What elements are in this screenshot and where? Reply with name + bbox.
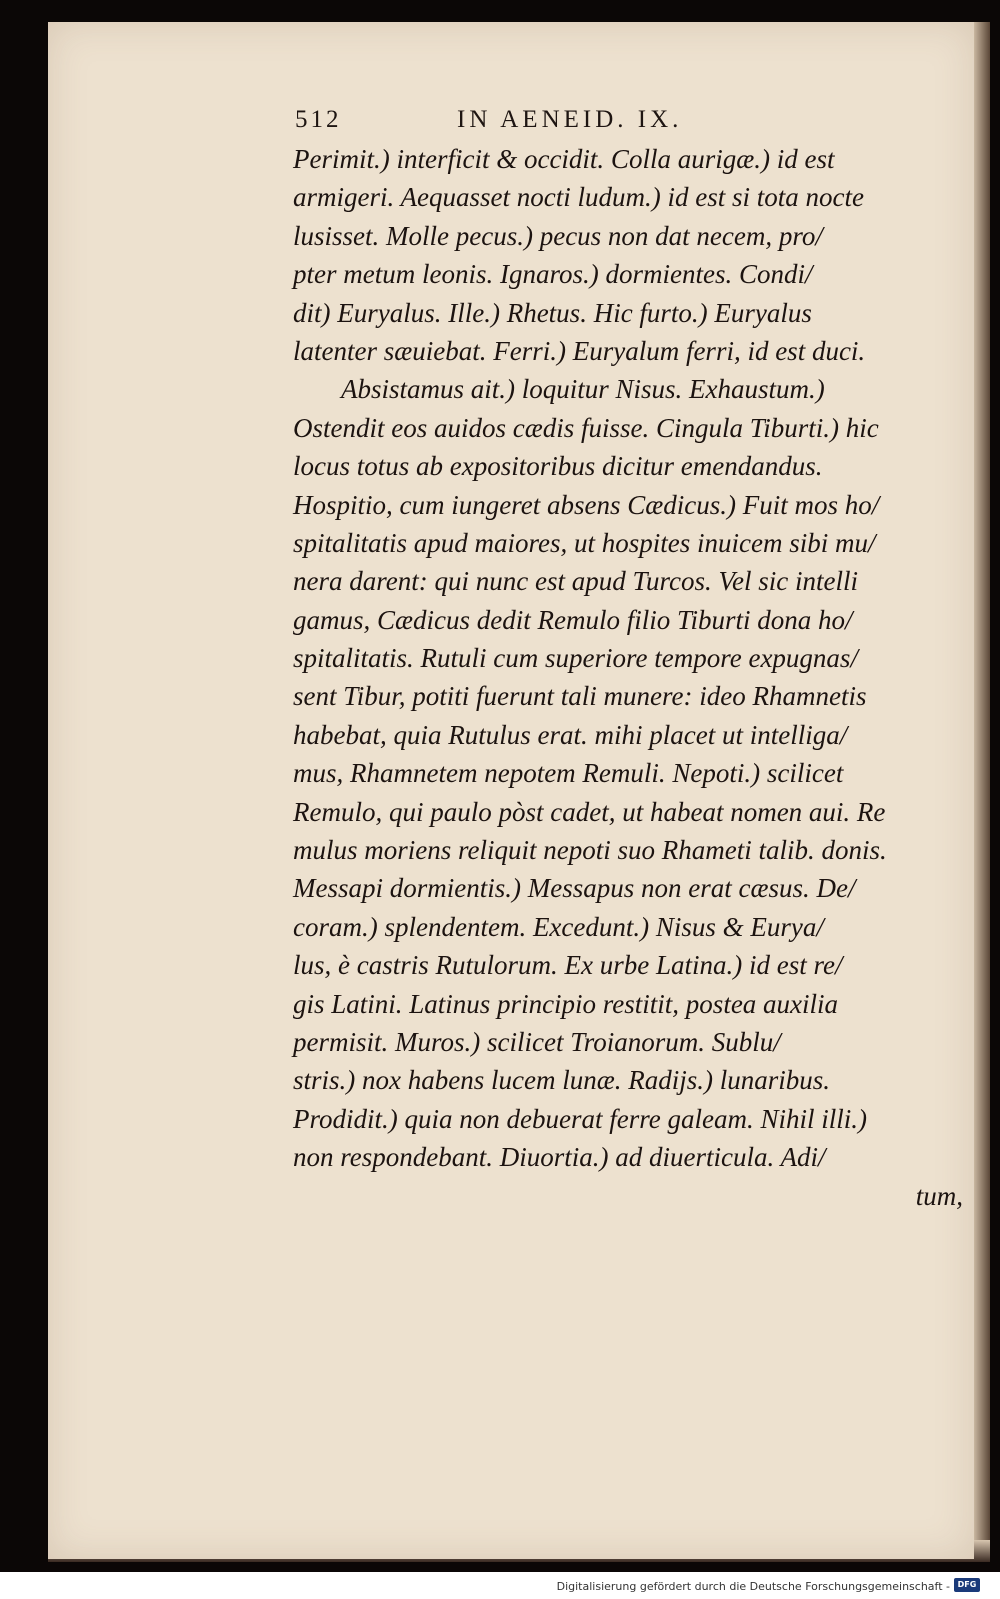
text-line: Hospitio, cum iungeret absens Cædicus.) Fuit mos ho/ (293, 489, 880, 520)
text-line: permisit. Muros.) scilicet Troianorum. Sublu/ (293, 1026, 781, 1057)
text-line: latenter sæuiebat. Ferri.) Euryalum ferri, id est duci. (293, 335, 866, 366)
text-line: Remulo, qui paulo pòst cadet, ut habeat nomen aui. Re (293, 796, 886, 827)
text-line: gis Latini. Latinus principio restitit, postea auxilia (293, 988, 839, 1019)
page-edge-right (974, 22, 990, 1559)
text-line: habebat, quia Rutulus erat. mihi placet ut intelliga/ (293, 719, 848, 750)
funding-credit: Digitalisierung gefördert durch die Deutsche Forschungsgemeinschaft - (556, 1580, 950, 1593)
text-line: stris.) nox habens lucem lunæ. Radijs.) lunaribus. (293, 1065, 830, 1096)
text-line: mus, Rhamnetem nepotem Remuli. Nepoti.) scilicet (293, 758, 844, 789)
text-line: Messapi dormientis.) Messapus non erat cæsus. De/ (293, 873, 856, 904)
page-header (295, 106, 955, 140)
text-line: Absistamus ait.) loquitur Nisus. Exhaustum.) (341, 374, 825, 405)
dfg-logo-icon: DFG (954, 1578, 980, 1592)
text-line: armigeri. Aequasset nocti ludum.) id est si tota nocte (293, 182, 864, 213)
text-line: mulus moriens reliquit nepoti suo Rhameti talib. donis. (293, 835, 887, 866)
text-line: coram.) splendentem. Excedunt.) Nisus & Eurya/ (293, 911, 824, 942)
text-line: sent Tibur, potiti fuerunt tali munere: ideo Rhamnetis (293, 681, 867, 712)
text-line: lus, è castris Rutulorum. Ex urbe Latina.) id est re/ (293, 950, 843, 981)
text-line: spitalitatis apud maiores, ut hospites inuicem sibi mu/ (293, 527, 876, 558)
text-line: dit) Euryalus. Ille.) Rhetus. Hic furto.) Euryalus (293, 297, 812, 328)
commentary-text (293, 140, 963, 1215)
text-line: pter metum leonis. Ignaros.) dormientes. Condi/ (293, 259, 813, 290)
text-line: Ostendit eos auidos cædis fuisse. Cingula Tiburti.) hic (293, 412, 879, 443)
text-line: lusisset. Molle pecus.) pecus non dat necem, pro/ (293, 220, 823, 251)
catchword: tum, (915, 1180, 963, 1211)
text-line: gamus, Cædicus dedit Remulo filio Tiburti dona ho/ (293, 604, 853, 635)
text-line: spitalitatis. Rutuli cum superiore tempore expugnas/ (293, 643, 858, 674)
text-line: nera darent: qui nunc est apud Turcos. Vel sic intelli (293, 566, 858, 597)
text-line: locus totus ab expositoribus dicitur emendandus. (293, 451, 823, 482)
text-line: non respondebant. Diuortia.) ad diuerticula. Adi/ (293, 1142, 826, 1173)
page-number: 512 (295, 106, 342, 133)
text-line: Perimit.) interficit & occidit. Colla aurigæ.) id est (293, 144, 835, 174)
text-line: Prodidit.) quia non debuerat ferre galeam. Nihil illi.) (293, 1103, 867, 1134)
running-title: IN AENEID. IX. (457, 106, 683, 133)
